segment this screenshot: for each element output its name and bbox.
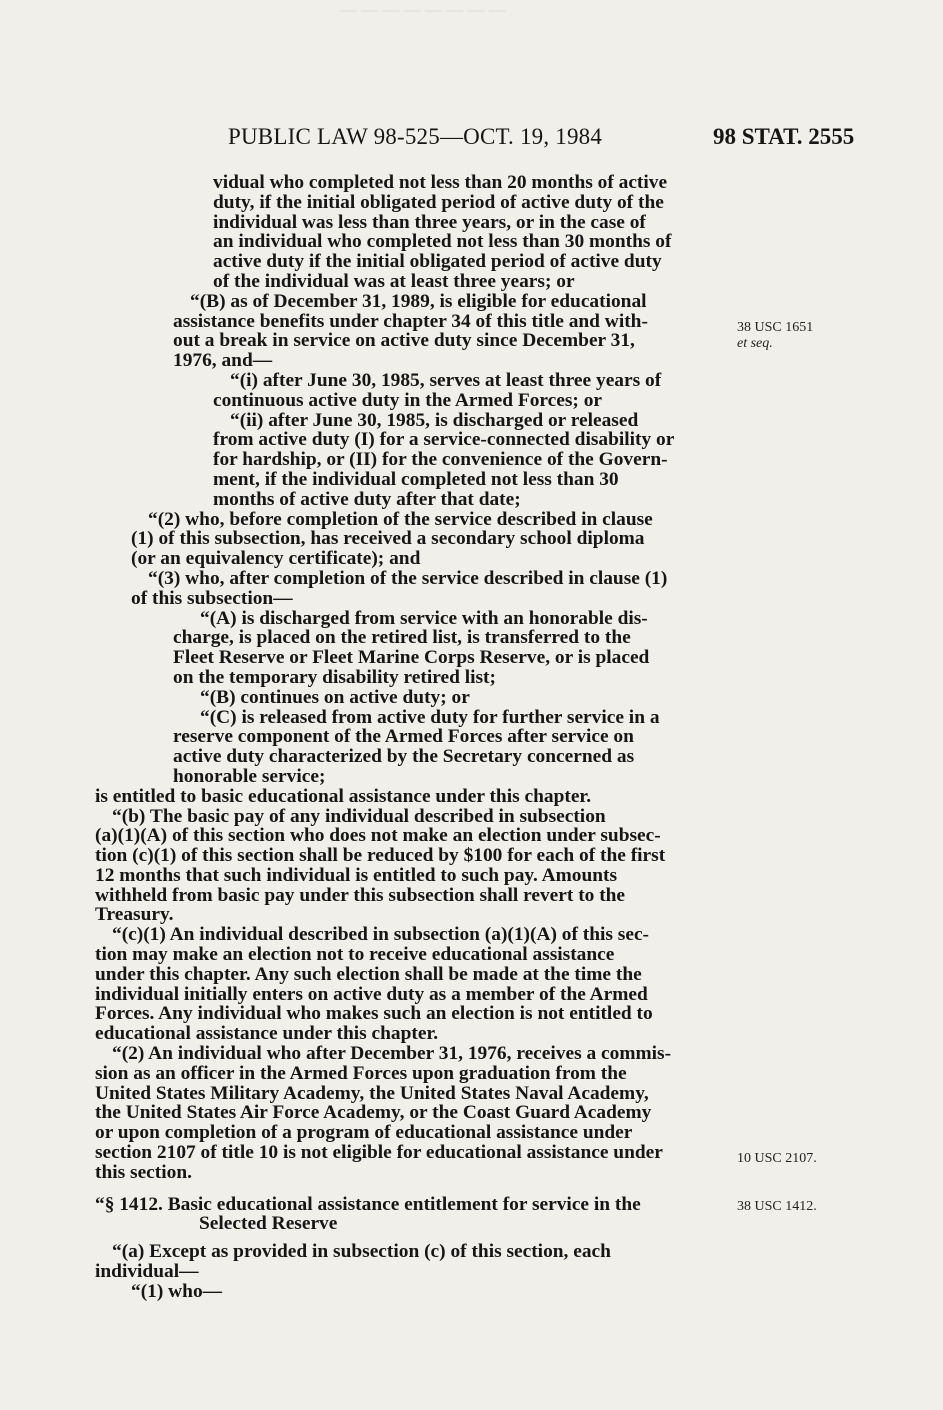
text-line: charge, is placed on the retired list, is transferred to the xyxy=(173,627,631,649)
page-header-title: PUBLIC LAW 98-525—OCT. 19, 1984 xyxy=(228,124,603,149)
text-line: of this subsection— xyxy=(131,587,293,609)
text-line: months of active duty after that date; xyxy=(213,488,521,510)
text-line: under this chapter. Any such election shall be made at the time the xyxy=(95,963,642,985)
text-line: honorable service; xyxy=(173,765,326,787)
text-line: Treasury. xyxy=(95,904,174,926)
margin-note-citation xyxy=(737,320,813,352)
text-line: is entitled to basic educational assistance under this chapter. xyxy=(95,785,592,807)
text-line: vidual who completed not less than 20 months of active xyxy=(213,172,668,193)
text-line: “(b) The basic pay of any individual described in subsection xyxy=(112,805,606,827)
text-line: withheld from basic pay under this subsection shall revert to the xyxy=(95,884,626,906)
paragraph-c1 xyxy=(95,925,717,1044)
text-line: active duty characterized by the Secretary concerned as xyxy=(173,746,635,768)
text-line: 12 months that such individual is entitled to such pay. Amounts xyxy=(95,864,618,886)
text-line: tion (c)(1) of this section shall be reduced by $100 for each of the first xyxy=(95,845,666,867)
text-line: on the temporary disability retired list; xyxy=(173,666,496,688)
text-line: “(B) as of December 31, 1989, is eligible for educational xyxy=(190,290,647,312)
paragraph-3B xyxy=(173,688,717,708)
paragraph-3A xyxy=(173,609,717,688)
text-line: the United States Air Force Academy, or the Coast Guard Academy xyxy=(95,1102,652,1124)
text-line: “(a) Except as provided in subsection (c) of this section, each xyxy=(112,1241,611,1263)
paragraph-continuation xyxy=(213,173,717,292)
text-line: (a)(1)(A) of this section who does not make an election under subsec- xyxy=(95,825,661,847)
bleed-through-text: — — — — — — — — xyxy=(340,0,506,19)
text-line: “(2) An individual who after December 31, 1976, receives a commis- xyxy=(112,1043,672,1065)
paragraph-a xyxy=(95,1242,717,1301)
text-line: individual was less than three years, or in the case of xyxy=(213,211,646,233)
text-line: Forces. Any individual who makes such an election is not entitled to xyxy=(95,1003,653,1025)
paragraph-c2 xyxy=(95,1044,717,1183)
text-line: or upon completion of a program of educational assistance under xyxy=(95,1122,633,1144)
text-line: assistance benefits under chapter 34 of this title and with- xyxy=(173,310,648,332)
text-line: from active duty (I) for a service-connected disability or xyxy=(213,429,675,451)
text-line: “(2) who, before completion of the service described in clause xyxy=(148,508,653,530)
text-line: section 2107 of title 10 is not eligible for educational assistance under xyxy=(95,1142,663,1164)
paragraph-B xyxy=(173,292,717,371)
margin-note-citation: 38 USC 1412. xyxy=(737,1199,817,1214)
text-line: “(A) is discharged from service with an honorable dis- xyxy=(200,607,648,629)
text-line: sion as an officer in the Armed Forces upon graduation from the xyxy=(95,1062,627,1084)
text-line: individual initially enters on active duty as a member of the Armed xyxy=(95,983,648,1005)
paragraph-entitlement xyxy=(95,787,717,807)
section-heading xyxy=(95,1195,717,1235)
text-line: United States Military Academy, the United States Naval Academy, xyxy=(95,1082,649,1104)
margin-note-line: 38 USC 1651 xyxy=(737,320,814,335)
margin-note-line: et seq. xyxy=(737,336,773,351)
text-line: of the individual was at least three years; or xyxy=(213,270,575,292)
paragraph-3C xyxy=(173,708,717,787)
text-line: Selected Reserve xyxy=(199,1213,338,1235)
text-line: “(c)(1) An individual described in subsection (a)(1)(A) of this sec- xyxy=(112,924,650,946)
text-line: “(1) who— xyxy=(131,1280,223,1302)
paragraph-2 xyxy=(131,510,717,569)
text-line: “(i) after June 30, 1985, serves at least three years of xyxy=(230,369,662,391)
text-line: ment, if the individual completed not less than 30 xyxy=(213,468,619,490)
paragraph-i xyxy=(213,371,717,411)
text-line: (1) of this subsection, has received a secondary school diploma xyxy=(131,528,645,550)
text-line: (or an equivalency certificate); and xyxy=(131,548,421,570)
text-line: “(ii) after June 30, 1985, is discharged or released xyxy=(230,409,639,431)
text-line: “(3) who, after completion of the service described in clause (1) xyxy=(148,567,668,589)
text-line: continuous active duty in the Armed Forces; or xyxy=(213,389,603,411)
text-line: tion may make an election not to receive educational assistance xyxy=(95,944,615,966)
paragraph-b xyxy=(95,807,717,926)
text-line: “§ 1412. Basic educational assistance entitlement for service in the xyxy=(95,1193,641,1215)
text-line: duty, if the initial obligated period of active duty of the xyxy=(213,191,664,213)
margin-note-citation: 10 USC 2107. xyxy=(737,1151,817,1166)
text-line: “(B) continues on active duty; or xyxy=(200,686,470,708)
statute-body xyxy=(95,173,717,1302)
text-line: active duty if the initial obligated period of active duty xyxy=(213,251,662,273)
text-line: out a break in service on active duty since December 31, xyxy=(173,330,635,352)
text-line: individual— xyxy=(95,1261,199,1283)
text-line: Fleet Reserve or Fleet Marine Corps Reserve, or is placed xyxy=(173,647,650,669)
paragraph-ii xyxy=(213,411,717,510)
page-header-stat: 98 STAT. 2555 xyxy=(713,124,855,149)
text-line: for hardship, or (II) for the convenience of the Govern- xyxy=(213,449,668,471)
text-line: reserve component of the Armed Forces after service on xyxy=(173,726,634,748)
text-line: “(C) is released from active duty for further service in a xyxy=(200,706,660,728)
text-line: educational assistance under this chapter. xyxy=(95,1023,439,1045)
paragraph-3 xyxy=(131,569,717,609)
text-line: 1976, and— xyxy=(173,350,273,372)
text-line: an individual who completed not less than 30 months of xyxy=(213,231,672,253)
text-line: this section. xyxy=(95,1161,192,1183)
